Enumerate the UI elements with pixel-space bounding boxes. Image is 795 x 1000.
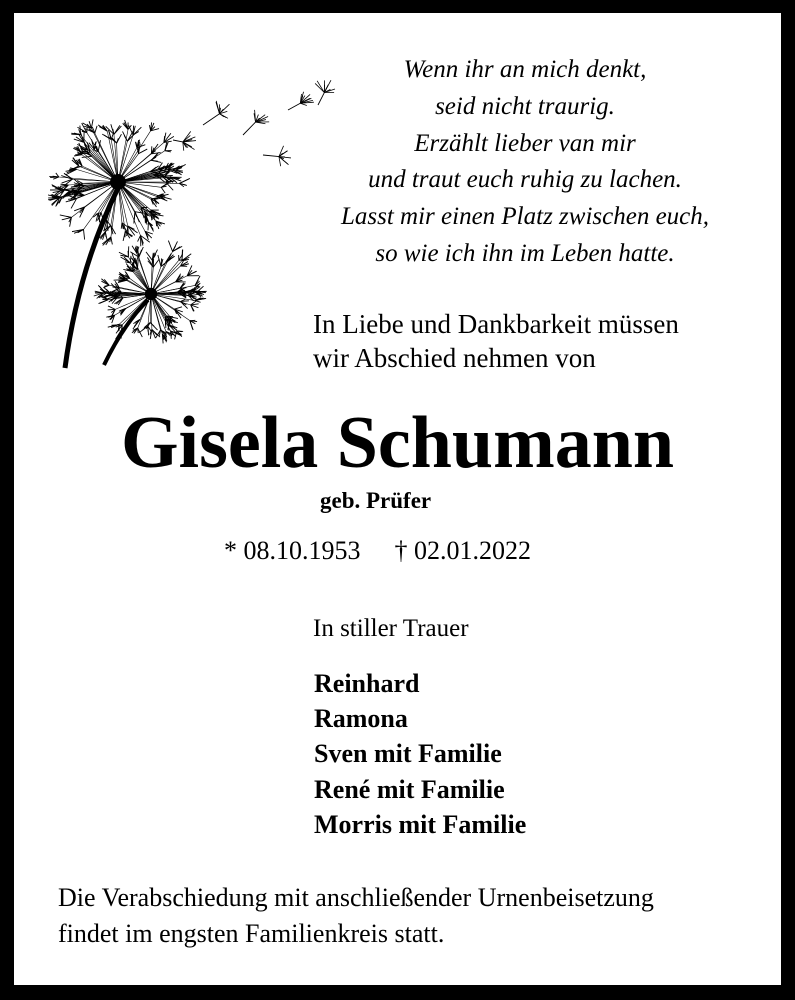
poem-line: und traut euch ruhig zu lachen. — [368, 166, 682, 194]
poem-line: Erzählt lieber van mir — [414, 129, 636, 157]
poem-line: Wenn ihr an mich denkt, — [403, 56, 647, 83]
life-dates — [224, 535, 531, 567]
poem — [300, 52, 750, 273]
maiden-name: geb. Prüfer — [320, 488, 432, 513]
birth-date: * 08.10.1953 — [224, 536, 361, 565]
mourner-name: Reinhard — [314, 669, 420, 698]
intro-text — [313, 307, 679, 375]
mourner-name: Sven mit Familie — [314, 739, 502, 769]
mourner-name: Morris mit Familie — [314, 809, 527, 839]
poem-line: seid nicht traurig. — [435, 92, 615, 120]
mourning-label: In stiller Trauer — [313, 615, 469, 642]
notice-line: findet im engsten Familienkreis statt. — [58, 919, 445, 948]
deceased-name: Gisela Schumann — [120, 402, 675, 484]
mourners-list — [314, 666, 526, 842]
mourner-name: Ramona — [314, 704, 408, 734]
poem-line: so wie ich ihn im Leben hatte. — [375, 239, 675, 267]
mourner-name: René mit Familie — [314, 774, 505, 804]
intro-line: wir Abschied nehmen von — [313, 343, 596, 373]
poem-line: Lasst mir einen Platz zwischen euch, — [340, 203, 710, 231]
death-date: † 02.01.2022 — [394, 536, 531, 565]
intro-line: In Liebe und Dankbarkeit müssen — [313, 309, 679, 339]
funeral-notice — [58, 880, 654, 952]
notice-line: Die Verabschiedung mit anschließender Urnenbeisetzung — [58, 883, 654, 912]
